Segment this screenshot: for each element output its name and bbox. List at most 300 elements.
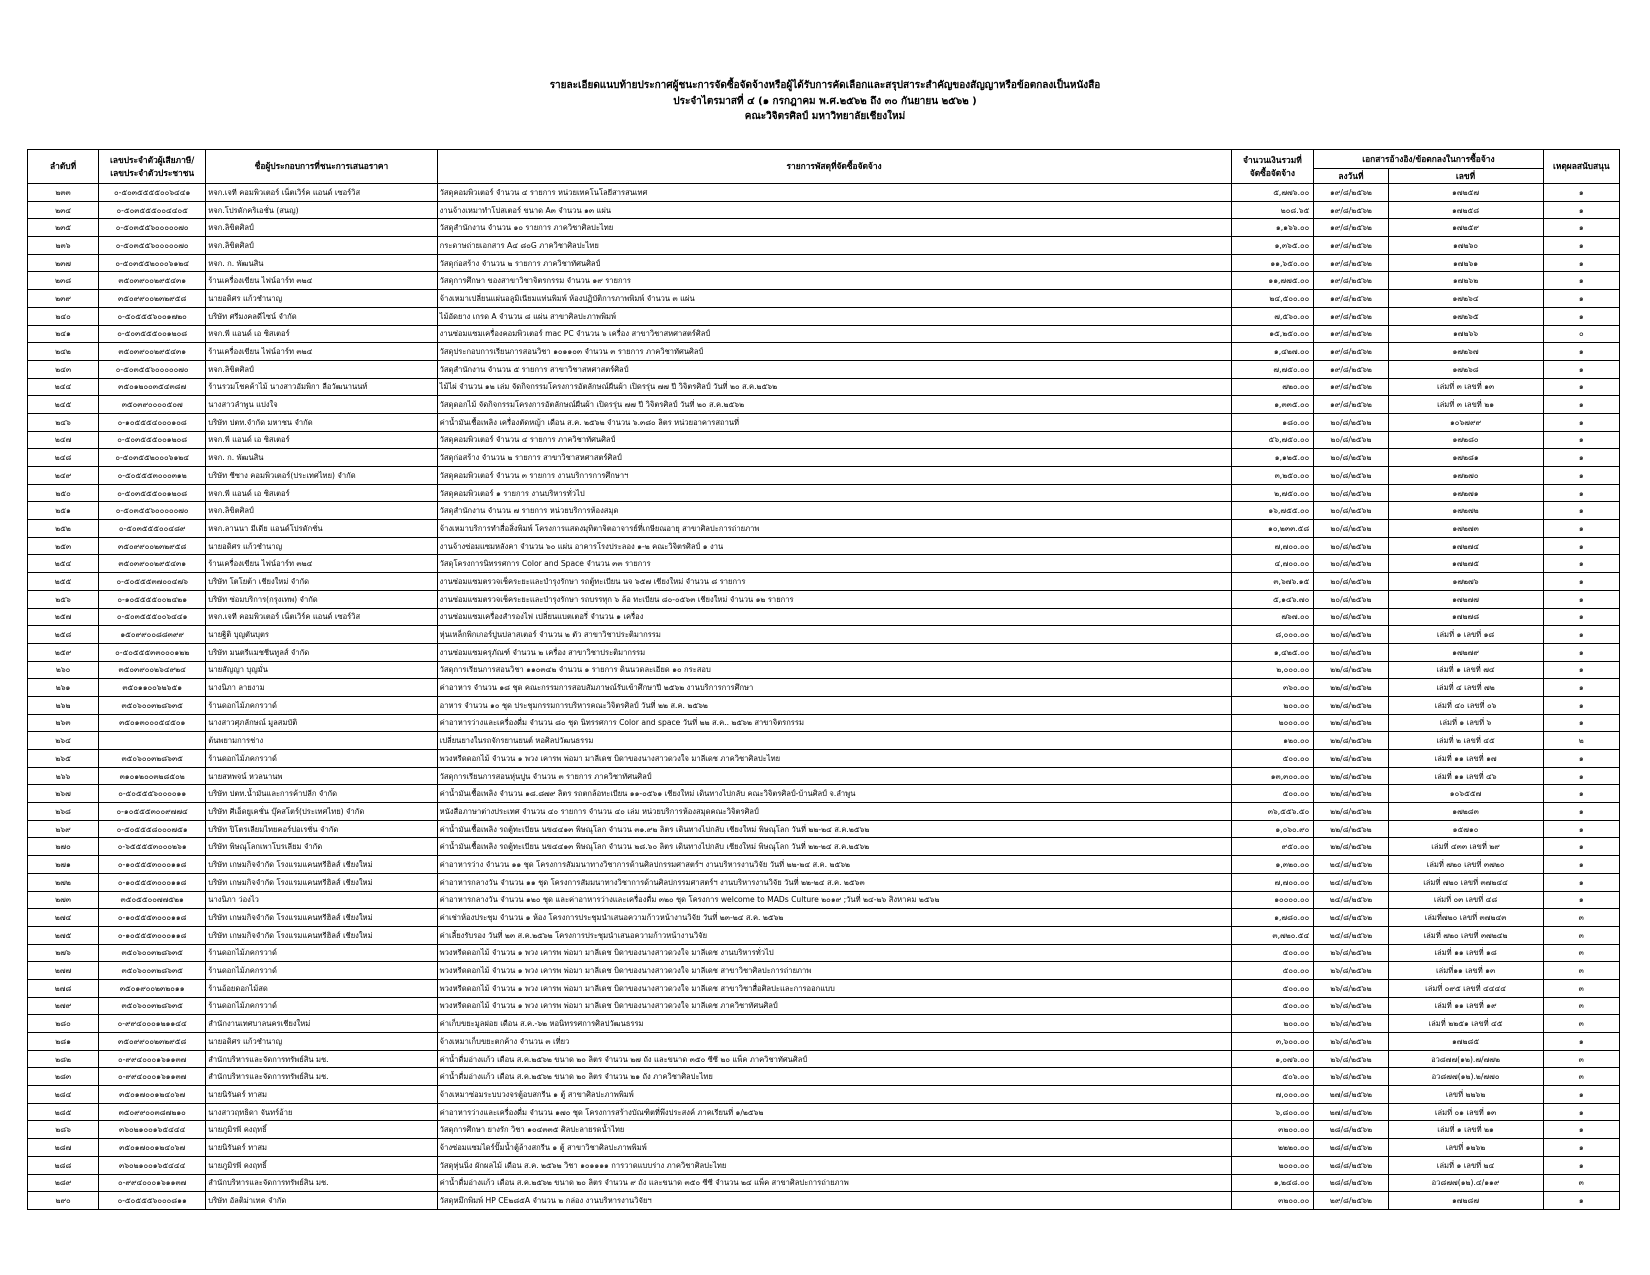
amount-cell: ๑๑,๖๕๐.๐๐ xyxy=(1231,254,1314,272)
item-cell: พวงหรีดดอกไม้ จำนวน ๑ พวง เคารพ พ่อมา มาลีเดช บิดาของนางสาวดวงใจ มาลีเดช ภาควิชาทัศนศิลป์ xyxy=(437,997,1231,1015)
ref-date-cell: ๑๙/๘/๒๕๖๒ xyxy=(1314,201,1388,219)
ref-number-cell: เล่มที่ ๔๓๓ เลขที่ ๒๙ xyxy=(1388,838,1543,856)
ref-date-cell: ๒๐/๘/๒๕๖๒ xyxy=(1314,643,1388,661)
item-cell: วัสดุหมึกพิมพ์ HP CE๒๘๕A จำนวน ๒ กล่อง งานบริหารงานวิจัยฯ xyxy=(437,1192,1231,1210)
ref-number-cell: เล่มที่ ๑๑ เลขที่ ๑๗ xyxy=(1388,750,1543,768)
taxid-cell: ๐-๕๐๕๕๕๓๗๐๐๔๗๖ xyxy=(99,573,206,591)
table-row xyxy=(28,661,1620,679)
amount-cell: ๑๖,๗๕๕.๐๐ xyxy=(1231,502,1314,520)
vendor-cell: ต้นพยามการช่าง xyxy=(206,732,437,750)
amount-cell: ๑,๑๒๕.๐๐ xyxy=(1231,449,1314,467)
reason-cell: ๑ xyxy=(1543,1086,1619,1104)
ref-date-cell: ๑๙/๘/๒๕๖๒ xyxy=(1314,307,1388,325)
ref-number-cell: ๑๗๒๗๐ xyxy=(1388,467,1543,485)
ref-date-cell: ๒๘/๘/๒๕๖๒ xyxy=(1314,1139,1388,1157)
reason-cell: ๑ xyxy=(1543,1192,1619,1210)
table-row xyxy=(28,378,1620,396)
table-row xyxy=(28,431,1620,449)
seq-cell: ๒๗๓ xyxy=(28,891,99,909)
taxid-cell: ๓๕๐๙๙๐๐๒๓๒๙๕๘ xyxy=(99,290,206,308)
reason-cell: ๑ xyxy=(1543,307,1619,325)
ref-number-cell: เล่มที่ ๑๑ เลขที่ ๑๙ xyxy=(1388,997,1543,1015)
seq-cell: ๒๗๑ xyxy=(28,856,99,874)
vendor-cell: บริษัท เกษมกิจจำกัด โรงแรมแคนทรีฮิลส์ เชียงใหม่ xyxy=(206,873,437,891)
seq-cell: ๒๔๘ xyxy=(28,449,99,467)
taxid-cell: ๓๕๐๓๙๐๐๒๙๕๔๓๑ xyxy=(99,555,206,573)
amount-cell: ๗,๐๐๐.๐๐ xyxy=(1231,1086,1314,1104)
item-cell: พวงหรีดดอกไม้ จำนวน ๑ พวง เคารพ พ่อมา มาลีเดช บิดาของนางสาวดวงใจ มาลีเดช สาขาวิชาศิลปะการถ่ายภาพ xyxy=(437,962,1231,980)
seq-cell: ๒๔๒ xyxy=(28,343,99,361)
vendor-cell: บริษัท ปิโตรเลียมไทยคอร์ปอเรชั่น จำกัด xyxy=(206,820,437,838)
reason-cell: ๑ xyxy=(1543,537,1619,555)
vendor-cell: บริษัท ศีเอ็ดยูเคชั่น บุ๊คสโตร์(ประเทศไทย) จำกัด xyxy=(206,803,437,821)
table-row xyxy=(28,413,1620,431)
ref-date-cell: ๑๙/๘/๒๕๖๒ xyxy=(1314,184,1388,202)
reason-cell: ๑ xyxy=(1543,237,1619,255)
ref-date-cell: ๒๘/๘/๒๕๖๒ xyxy=(1314,1174,1388,1192)
vendor-cell: บริษัท เกษมกิจจำกัด โรงแรมแคนทรีฮิลส์ เชียงใหม่ xyxy=(206,856,437,874)
amount-cell: ๕๖,๗๕๐.๐๐ xyxy=(1231,431,1314,449)
amount-cell: ๕๐๐.๐๐ xyxy=(1231,944,1314,962)
reason-cell: ๑ xyxy=(1543,767,1619,785)
seq-cell: ๒๓๘ xyxy=(28,272,99,290)
table-row xyxy=(28,820,1620,838)
table-row xyxy=(28,219,1620,237)
item-cell: ค่าน้ำดื่มอ่างแก้ว เดือน ส.ค.๒๕๖๒ ขนาด ๒๐ ลิตร จำนวน ๙ ถัง และขนาด ๓๕๐ ซีซี จำนวน ๒๔ แพ็ค สาขาศิลปะการถ่ายภาพ xyxy=(437,1174,1231,1192)
seq-cell: ๒๘๔ xyxy=(28,1086,99,1104)
item-cell: อาหาร จำนวน ๑๐ ชุด ประชุมกรรมการบริหารคณะวิจิตรศิลป์ วันที่ ๒๒ ส.ค. ๒๕๖๒ xyxy=(437,696,1231,714)
ref-number-cell: ๑๗๒๘๐ xyxy=(1388,431,1543,449)
ref-date-cell: ๒๒/๘/๒๕๖๒ xyxy=(1314,838,1388,856)
ref-date-cell: ๒๐/๘/๒๕๖๒ xyxy=(1314,467,1388,485)
vendor-cell: สำนักบริหารและจัดการทรัพย์สิน มช. xyxy=(206,1174,437,1192)
ref-date-cell: ๑๙/๘/๒๕๖๒ xyxy=(1314,396,1388,414)
ref-number-cell: ๑๗๒๖๒ xyxy=(1388,272,1543,290)
ref-number-cell: เล่มที่ ๑๑ เลขที่ ๑๘ xyxy=(1388,944,1543,962)
reason-cell: ๑ xyxy=(1543,891,1619,909)
table-row xyxy=(28,502,1620,520)
reason-cell: ๑ xyxy=(1543,484,1619,502)
amount-cell: ๒๐๘.๖๕ xyxy=(1231,201,1314,219)
amount-cell: ๗,๗๐๐.๐๐ xyxy=(1231,873,1314,891)
taxid-cell: ๐-๙๙๔๐๐๐๑๒๑๑๔๔ xyxy=(99,1015,206,1033)
reason-cell: ๑ xyxy=(1543,254,1619,272)
ref-date-cell: ๒๖/๘/๒๕๖๒ xyxy=(1314,962,1388,980)
amount-cell: ๒๐๐.๐๐ xyxy=(1231,1015,1314,1033)
header-taxid xyxy=(99,150,206,184)
ref-date-cell: ๒๒/๘/๒๕๖๒ xyxy=(1314,696,1388,714)
amount-cell: ๑,๔๒๕.๐๐ xyxy=(1231,643,1314,661)
reason-cell: ๑ xyxy=(1543,856,1619,874)
taxid-cell: ๐-๕๐๓๕๕๕๐๐๔๔๐๕ xyxy=(99,201,206,219)
vendor-cell: สำนักงานเทศบาลนครเชียงใหม่ xyxy=(206,1015,437,1033)
taxid-cell: ๓๕๐๖๐๐๓๒๘๖๓๕ xyxy=(99,997,206,1015)
vendor-cell: นางสาวฤทธิดา จันทร์อ้าย xyxy=(206,1103,437,1121)
seq-cell: ๒๘๕ xyxy=(28,1103,99,1121)
item-cell: จ้างเหมาเปลี่ยนแผ่นอลูมิเนียมแท่นพิมพ์ ห้องปฏิบัติการภาพพิมพ์ จำนวน ๓ แผ่น xyxy=(437,290,1231,308)
seq-cell: ๒๓๖ xyxy=(28,237,99,255)
taxid-cell: ๓๕๐๑๑๐๐๖๒๖๕๑ xyxy=(99,679,206,697)
vendor-cell: ร้านเครื่องเขียน ไฟน์อาร์ท ๓๒๔ xyxy=(206,555,437,573)
vendor-cell: นางนิภา ว่องไว xyxy=(206,891,437,909)
item-cell: ค่าอาหารว่างและเครื่องดื่ม จำนวน ๑๗๐ ชุด โครงการสร้างบัณฑิตที่พึงประสงค์ ภาคเรียนที่ ๑/๒๕๖๒ xyxy=(437,1103,1231,1121)
ref-number-cell: ๑๗๒๖๔ xyxy=(1388,290,1543,308)
item-cell: กระดาษถ่ายเอกสาร A๔ ๘๐G ภาควิชาศิลปะไทย xyxy=(437,237,1231,255)
ref-number-cell: เล่มที่ ๓ เลขที่ ๑๓ xyxy=(1388,378,1543,396)
reason-cell: ๑ xyxy=(1543,360,1619,378)
reason-cell: ๑ xyxy=(1543,661,1619,679)
ref-date-cell: ๒๒/๘/๒๕๖๒ xyxy=(1314,732,1388,750)
item-cell: ค่าน้ำมันเชื้อเพลิง รถตู้ทะเบียน นข๔๔๑๓ พิษณุโลก จำนวน ๒๘.๖๐ ลิตร เดินทางไปกลับ เชียงใหม่ พิษณุโลก วันที่ ๒๒-๒๔ ส.ค.๒๕๖๒ xyxy=(437,838,1231,856)
taxid-cell: ๓๕๐๖๐๐๓๒๘๖๓๕ xyxy=(99,750,206,768)
item-cell: จ้างเหมาซ่อมระบบวงจรตู้อบสกรีน ๑ ตู้ สาขาศิลปะภาพพิมพ์ xyxy=(437,1086,1231,1104)
reason-cell: ๑ xyxy=(1543,413,1619,431)
table-row xyxy=(28,626,1620,644)
ref-number-cell: อว๘๗๗(๑๒).๔/๑๑๙ xyxy=(1388,1174,1543,1192)
amount-cell: ๒๐๐๐.๐๐ xyxy=(1231,1156,1314,1174)
item-cell: งานซ่อมแซมตรวจเช็คระยะและบำรุงรักษา รถบรรทุก ๖ ล้อ ทะเบียน ๘๐-๐๕๖๓ เชียงใหม่ จำนวน ๑๒ รายการ xyxy=(437,590,1231,608)
amount-cell: ๗,๕๖๐.๐๐ xyxy=(1231,307,1314,325)
amount-cell: ๙๕๐.๐๐ xyxy=(1231,838,1314,856)
table-row xyxy=(28,537,1620,555)
seq-cell: ๒๗๔ xyxy=(28,909,99,927)
taxid-cell: ๐-๑๐๕๕๕๓๐๐๐๑๑๘ xyxy=(99,926,206,944)
amount-cell: ๕๐๐.๐๐ xyxy=(1231,962,1314,980)
reason-cell: ๐ xyxy=(1543,325,1619,343)
ref-number-cell: ๑๗๒๗๑ xyxy=(1388,484,1543,502)
taxid-cell: ๓๕๐๑๒๐๐๓๕๔๓๘๗ xyxy=(99,378,206,396)
table-row xyxy=(28,732,1620,750)
amount-cell: ๕๐๐.๐๐ xyxy=(1231,997,1314,1015)
vendor-cell: นายภูมิรพี คงฤทธิ์ xyxy=(206,1156,437,1174)
document-period: ประจำไตรมาสที่ ๔ (๑ กรกฎาคม พ.ศ.๒๕๖๒ ถึง ๓๐ กันยายน ๒๕๖๒ ) xyxy=(673,95,977,107)
amount-cell: ๖,๘๐๐.๐๐ xyxy=(1231,1103,1314,1121)
seq-cell: ๒๖๘ xyxy=(28,803,99,821)
taxid-cell: ๐-๕๐๓๕๕๒๐๐๐๖๑๒๔ xyxy=(99,254,206,272)
item-cell: ค่าอาหาร จำนวน ๑๘ ชุด คณะกรรมการสอบสัมภาษณ์รับเข้าศึกษาปี ๒๕๖๒ งานบริการการศึกษา xyxy=(437,679,1231,697)
reason-cell: ๑ xyxy=(1543,714,1619,732)
ref-number-cell: เล่มที่ ๒ เลขที่ ๔๕ xyxy=(1388,732,1543,750)
ref-date-cell: ๒๖/๘/๒๕๖๒ xyxy=(1314,997,1388,1015)
reason-cell: ๓ xyxy=(1543,909,1619,927)
item-cell: ค่าเลี้ยงรับรอง วันที่ ๒๓ ส.ค.๒๕๖๒ โครงการประชุมนำเสนอความก้าวหน้างานวิจัย xyxy=(437,926,1231,944)
ref-number-cell: ๑๗๒๗๗ xyxy=(1388,590,1543,608)
item-cell: พวงหรีดดอกไม้ จำนวน ๑ พวง เคารพ พ่อมา มาลีเดช บิดาของนางสาวดวงใจ มาลีเดช สาขาวิชาสื่อศิลปะและการออกแบบ xyxy=(437,979,1231,997)
amount-cell: ๑,๑๖๖.๐๐ xyxy=(1231,219,1314,237)
item-cell: ค่าอาหารกลางวัน จำนวน ๑๒๐ ชุด และค่าอาหารว่างและเครื่องดื่ม ๓๒๐ ชุด โครงการ welcome to MADs Culture ๒๐๑๙ ;วันที่ ๒๔-๒๖ สิงหาคม ๒๕๖๒ xyxy=(437,891,1231,909)
ref-number-cell: ๑๗๒๘๑ xyxy=(1388,449,1543,467)
amount-cell: ๒๐๐.๐๐ xyxy=(1231,696,1314,714)
amount-cell: ๒๒๒๐.๐๐ xyxy=(1231,1139,1314,1157)
ref-date-cell: ๑๙/๘/๒๕๖๒ xyxy=(1314,219,1388,237)
table-row xyxy=(28,201,1620,219)
taxid-cell: ๓๕๐๙๙๐๐๒๓๒๙๕๘ xyxy=(99,537,206,555)
amount-cell: ๒๐๐๐.๐๐ xyxy=(1231,714,1314,732)
reason-cell: ๑ xyxy=(1543,785,1619,803)
amount-cell: ๑,๗๘๐.๐๐ xyxy=(1231,909,1314,927)
table-row xyxy=(28,325,1620,343)
ref-date-cell: ๒๖/๘/๒๕๖๒ xyxy=(1314,1068,1388,1086)
amount-cell: ๒,๗๕๐.๐๐ xyxy=(1231,484,1314,502)
amount-cell: ๕๐๐.๐๐ xyxy=(1231,750,1314,768)
seq-cell: ๒๗๗ xyxy=(28,962,99,980)
reason-cell: ๓ xyxy=(1543,1174,1619,1192)
reason-cell: ๓ xyxy=(1543,979,1619,997)
ref-number-cell: ๑๗๒๖๕ xyxy=(1388,307,1543,325)
seq-cell: ๒๗๖ xyxy=(28,944,99,962)
table-row xyxy=(28,484,1620,502)
amount-cell: ๕,๑๔๖.๗๐ xyxy=(1231,590,1314,608)
seq-cell: ๒๔๕ xyxy=(28,396,99,414)
amount-cell: ๔,๗๐๐.๐๐ xyxy=(1231,555,1314,573)
item-cell: จ้างเหมาบริการทำสื่อสิ่งพิมพ์ โครงการแสดงมุทิตาจิตอาจารย์ที่เกษียณอายุ สาขาศิลปะการถ่ายภาพ xyxy=(437,520,1231,538)
taxid-cell: ๐-๙๙๔๐๐๐๑๖๑๑๓๗ xyxy=(99,1068,206,1086)
amount-cell: ๓๖๐.๐๐ xyxy=(1231,679,1314,697)
table-row xyxy=(28,1015,1620,1033)
item-cell: งานซ่อมแซมครุภัณฑ์ จำนวน ๒ เครื่อง สาขาวิชาประติมากรรม xyxy=(437,643,1231,661)
seq-cell: ๒๘๓ xyxy=(28,1068,99,1086)
amount-cell: ๑,๓๖๕.๐๐ xyxy=(1231,237,1314,255)
taxid-cell: ๓๕๐๑๓๐๐๐๕๔๕๐๑ xyxy=(99,714,206,732)
taxid-cell: ๓๕๐๕๕๐๐๗๗๕๒๑ xyxy=(99,891,206,909)
reason-cell: ๓ xyxy=(1543,926,1619,944)
item-cell: พวงหรีดดอกไม้ จำนวน ๑ พวง เคารพ พ่อมา มาลีเดช บิดาของนางสาวดวงใจ มาลีเดช ภาควิชาศิลปะไทย xyxy=(437,750,1231,768)
amount-cell: ๒,๐๐๐.๐๐ xyxy=(1231,661,1314,679)
seq-cell: ๒๓๕ xyxy=(28,219,99,237)
vendor-cell: นายสหพจน์ หวลนานพ xyxy=(206,767,437,785)
item-cell: งานซ่อมแซมตรวจเช็คระยะและบำรุงรักษา รถตู้ทะเบียน นจ ๖๕๗ เชียงใหม่ จำนวน ๘ รายการ xyxy=(437,573,1231,591)
reason-cell: ๑ xyxy=(1543,803,1619,821)
ref-number-cell: เล่มที่ ๑ เลขที่ ๖ xyxy=(1388,714,1543,732)
reason-cell: ๑ xyxy=(1543,873,1619,891)
item-cell: งานจ้างซ่อมแซมหลังคา จำนวน ๖๐ แผ่น อาคารโรงประลอง ๑-๒ คณะวิจิตรศิลป์ ๑ งาน xyxy=(437,537,1231,555)
item-cell: วัสดุคอมพิวเตอร์ จำนวน ๔ รายการ หน่วยเทคโนโลยีสารสนเทศ xyxy=(437,184,1231,202)
reason-cell: ๓ xyxy=(1543,1050,1619,1068)
taxid-cell: ๐-๕๐๓๕๕๖๐๐๐๐๐๗๐ xyxy=(99,360,206,378)
ref-number-cell: ๑๗๒๕๘ xyxy=(1388,201,1543,219)
item-cell: ค่าน้ำดื่มอ่างแก้ว เดือน ส.ค.๒๕๖๒ ขนาด ๒๐ ลิตร จำนวน ๒๑ ถัง ภาควิชาศิลปะไทย xyxy=(437,1068,1231,1086)
vendor-cell: บริษัท ปตท.จำกัด มหาชน จำกัด xyxy=(206,413,437,431)
ref-number-cell: ๑๗๒๕๗ xyxy=(1388,184,1543,202)
vendor-cell: สำนักบริหารและจัดการทรัพย์สิน มช. xyxy=(206,1068,437,1086)
table-row xyxy=(28,767,1620,785)
ref-number-cell: เล่มที่ ๑ เลขที่ ๒๑ xyxy=(1388,1121,1543,1139)
table-row xyxy=(28,590,1620,608)
table-row xyxy=(28,962,1620,980)
item-cell: จ้างซ่อมแซมไดร์ปั๊มน้ำตู้ล้างสกรีน ๑ ตู้ สาขาวิชาศิลปะภาพพิมพ์ xyxy=(437,1139,1231,1157)
taxid-cell: ๐-๕๐๓๕๕๕๕๐๐๖๔๔๑ xyxy=(99,184,206,202)
reason-cell: ๑ xyxy=(1543,696,1619,714)
vendor-cell: ร้านดอกไม้ภคกรวาด์ xyxy=(206,944,437,962)
header-taxid-line2: เลขประจำตัวประชาชน xyxy=(110,167,195,178)
vendor-cell: หจก.พี แอนด์ เอ ซิสเตอร์ xyxy=(206,325,437,343)
vendor-cell: นายอดิศร แก้วชำนาญ xyxy=(206,1033,437,1051)
item-cell: งานซ่อมแซมเครื่องคอมพิวเตอร์ mac PC จำนวน ๖ เครื่อง สาขาวิชาสหศาสตร์ศิลป์ xyxy=(437,325,1231,343)
reason-cell: ๑ xyxy=(1543,838,1619,856)
item-cell: ค่าน้ำมันเชื้อเพลิง จำนวน ๑๘.๘๗๙ ลิตร รถตกล้อทะเบียน ๑๑-๐๕๖๑ เชียงใหม่ เดินทางไปกลับ คณะวิจิตรศิลป์-บ้านศิลป์ จ.ลำพูน xyxy=(437,785,1231,803)
amount-cell: ๑๘๐.๐๐ xyxy=(1231,413,1314,431)
amount-cell: ๑,๐๗๖.๐๐ xyxy=(1231,1050,1314,1068)
taxid-cell: ๓๕๐๖๐๐๓๒๘๖๓๕ xyxy=(99,696,206,714)
item-cell: ค่าเก็บขยะมูลฝอย เดือน ส.ค.-๖๒ หอนิทรรศการศิลปวัฒนธรรม xyxy=(437,1015,1231,1033)
seq-cell: ๒๙๐ xyxy=(28,1192,99,1210)
taxid-cell xyxy=(99,732,206,750)
vendor-cell: นางสาวศุภลักษณ์ มูลสมบัติ xyxy=(206,714,437,732)
table-row xyxy=(28,272,1620,290)
seq-cell: ๒๓๗ xyxy=(28,254,99,272)
ref-number-cell: ๑๗๒๘๕ xyxy=(1388,1033,1543,1051)
taxid-cell: ๐-๑๐๕๕๕๓๐๐๐๑๑๘ xyxy=(99,909,206,927)
ref-number-cell: เล่มที่๑๑ เลขที่ ๑๓ xyxy=(1388,962,1543,980)
item-cell: วัสดุโครงการนิทรรศการ Color and Space จำนวน ๓๓ รายการ xyxy=(437,555,1231,573)
amount-cell: ๓,๗๒๐.๕๔ xyxy=(1231,926,1314,944)
table-row xyxy=(28,307,1620,325)
vendor-cell: หจก.ลานนา มีเดีย แอนด์โปรดักชั่น xyxy=(206,520,437,538)
vendor-cell: หจก.พี แอนด์ เอ ซิสเตอร์ xyxy=(206,431,437,449)
taxid-cell: ๐-๕๐๕๕๕๓๓๐๐๐๑๒๒ xyxy=(99,643,206,661)
ref-date-cell: ๒๐/๘/๒๕๖๒ xyxy=(1314,573,1388,591)
ref-date-cell: ๒๖/๘/๒๕๖๒ xyxy=(1314,1015,1388,1033)
reason-cell: ๑ xyxy=(1543,467,1619,485)
vendor-cell: หจก. ก. พัฒนสิน xyxy=(206,449,437,467)
taxid-cell: ๐-๕๐๓๕๕๕๐๐๑๒๐๘ xyxy=(99,484,206,502)
taxid-cell: ๓๕๐๑๗๐๐๑๒๔๐๖๗ xyxy=(99,1086,206,1104)
seq-cell: ๒๕๓ xyxy=(28,537,99,555)
vendor-cell: บริษัท โตโยต้า เชียงใหม่ จำกัด xyxy=(206,573,437,591)
ref-date-cell: ๒๙/๘/๒๕๖๒ xyxy=(1314,1192,1388,1210)
reason-cell: ๑ xyxy=(1543,378,1619,396)
reason-cell: ๑ xyxy=(1543,573,1619,591)
ref-date-cell: ๒๗/๘/๒๕๖๒ xyxy=(1314,1086,1388,1104)
ref-number-cell: ๑๗๒๖๖ xyxy=(1388,325,1543,343)
amount-cell: ๑๕,๒๕๐.๐๐ xyxy=(1231,325,1314,343)
ref-number-cell: ๑๗๒๗๙ xyxy=(1388,643,1543,661)
item-cell: หนังสือภาษาต่างประเทศ จำนวน ๔๐ รายการ จำนวน ๔๐ เล่ม หน่วยบริการห้องสมุดคณะวิจิตรศิลป์ xyxy=(437,803,1231,821)
ref-date-cell: ๑๙/๘/๒๕๖๒ xyxy=(1314,325,1388,343)
amount-cell: ๒๔,๕๐๐.๐๐ xyxy=(1231,290,1314,308)
taxid-cell: ๐-๕๐๕๕๕๖๐๐๐๐๑๑ xyxy=(99,785,206,803)
reason-cell: ๑ xyxy=(1543,750,1619,768)
procurement-table xyxy=(27,149,1620,1210)
table-row xyxy=(28,254,1620,272)
table-row xyxy=(28,785,1620,803)
vendor-cell: บริษัท ศรีมงคลดีไซน์ จำกัด xyxy=(206,307,437,325)
seq-cell: ๒๖๙ xyxy=(28,820,99,838)
ref-number-cell: ๑๗๒๘๓ xyxy=(1388,803,1543,821)
table-row xyxy=(28,803,1620,821)
seq-cell: ๒๕๘ xyxy=(28,626,99,644)
header-taxid-line1: เลขประจำตัวผู้เสียภาษี/ xyxy=(109,154,195,165)
vendor-cell: บริษัท พิษณุโลกเพาโบรเลียม จำกัด xyxy=(206,838,437,856)
taxid-cell: ๐-๕๐๓๕๕๕๐๐๔๘๙ xyxy=(99,520,206,538)
seq-cell: ๒๔๓ xyxy=(28,360,99,378)
vendor-cell: บริษัท ปตท.น้ำมันและการค้าปลีก จำกัด xyxy=(206,785,437,803)
taxid-cell: ๐-๕๐๓๕๕๕๐๐๑๒๐๘ xyxy=(99,325,206,343)
ref-number-cell: เล่มที่ ๓ เลขที่ ๒๑ xyxy=(1388,396,1543,414)
ref-date-cell: ๒๒/๘/๒๕๖๒ xyxy=(1314,661,1388,679)
vendor-cell: หจก.โปรดักคริเอชั่น (สนญ) xyxy=(206,201,437,219)
ref-date-cell: ๒๔/๘/๒๕๖๒ xyxy=(1314,926,1388,944)
reason-cell: ๑ xyxy=(1543,343,1619,361)
vendor-cell: นายสัญญา บุญมั่น xyxy=(206,661,437,679)
seq-cell: ๒๘๑ xyxy=(28,1033,99,1051)
vendor-cell: สำนักบริหารและจัดการทรัพย์สิน มช. xyxy=(206,1050,437,1068)
taxid-cell: ๓๕๐๖๐๐๓๒๘๖๓๕ xyxy=(99,944,206,962)
vendor-cell: นายอดิศร แก้วชำนาญ xyxy=(206,290,437,308)
seq-cell: ๒๓๓ xyxy=(28,184,99,202)
amount-cell: ๑๐,๒๓๓.๕๘ xyxy=(1231,520,1314,538)
taxid-cell: ๐-๕๐๓๕๕๖๐๐๐๐๐๗๐ xyxy=(99,219,206,237)
seq-cell: ๒๕๙ xyxy=(28,643,99,661)
ref-date-cell: ๒๖/๘/๒๕๖๒ xyxy=(1314,979,1388,997)
amount-cell: ๓๖,๕๕๖.๕๐ xyxy=(1231,803,1314,821)
vendor-cell: บริษัท ซีซาง คอมพิวเตอร์(ประเทศไทย) จำกัด xyxy=(206,467,437,485)
taxid-cell: ๓๕๐๓๙๐๐๒๙๕๔๓๑ xyxy=(99,272,206,290)
item-cell: ค่าอาหารว่างและเครื่องดื่ม จำนวน ๘๐ ชุด นิทรรศการ Color and space วันที่ ๒๒ ส.ค.. ๒๕๖๒ สาขาจิตรกรรม xyxy=(437,714,1231,732)
reason-cell: ๑ xyxy=(1543,219,1619,237)
taxid-cell: ๐-๕๐๓๕๕๕๐๐๖๔๔๑ xyxy=(99,608,206,626)
reason-cell: ๑ xyxy=(1543,643,1619,661)
reason-cell: ๑ xyxy=(1543,820,1619,838)
table-row xyxy=(28,838,1620,856)
seq-cell: ๒๖๖ xyxy=(28,767,99,785)
table-row xyxy=(28,926,1620,944)
item-cell: ไม้อัดยาง เกรด A จำนวน ๘ แผ่น สาขาศิลปะภาพพิมพ์ xyxy=(437,307,1231,325)
ref-number-cell: เล่มที่ ๔ เลขที่ ๗๒ xyxy=(1388,679,1543,697)
table-row xyxy=(28,1174,1620,1192)
amount-cell: ๓,๖๐๐.๐๐ xyxy=(1231,1033,1314,1051)
reason-cell: ๑ xyxy=(1543,272,1619,290)
item-cell: ค่าอาหารว่าง จำนวน ๑๑ ชุด โครงการสัมมนาทางวิชาการด้านศิลปกรรมศาสตร์ฯ งานบริหารงานวิจัย วันที่ ๒๒-๒๔ ส.ค. ๒๕๖๒ xyxy=(437,856,1231,874)
vendor-cell: ร้านดอกไม้ภคกรวาด์ xyxy=(206,962,437,980)
ref-date-cell: ๒๐/๘/๒๕๖๒ xyxy=(1314,590,1388,608)
ref-number-cell: ๑๗๒๘๗ xyxy=(1388,1192,1543,1210)
amount-cell: ๑๐๐๐๐.๐๐ xyxy=(1231,891,1314,909)
taxid-cell: ๓๕๐๓๙๐๐๒๖๔๙๒๔ xyxy=(99,661,206,679)
ref-date-cell: ๒๐/๘/๒๕๖๒ xyxy=(1314,502,1388,520)
table-row xyxy=(28,1086,1620,1104)
document-header xyxy=(0,78,1650,125)
ref-date-cell: ๒๖/๘/๒๕๖๒ xyxy=(1314,944,1388,962)
reason-cell: ๓ xyxy=(1543,1068,1619,1086)
ref-date-cell: ๑๙/๘/๒๕๖๒ xyxy=(1314,378,1388,396)
amount-cell: ๑,๓๓๕.๐๐ xyxy=(1231,396,1314,414)
vendor-cell: ร้านอ้อยดอกไม้สด xyxy=(206,979,437,997)
ref-number-cell: ๑๗๒๗๕ xyxy=(1388,555,1543,573)
taxid-cell: ๓๖๐๒๑๐๐๑๖๕๔๔๔ xyxy=(99,1156,206,1174)
item-cell: วัสดุสำนักงาน จำนวน ๕ รายการ สาขาวิชาสหศาสตร์ศิลป์ xyxy=(437,360,1231,378)
reason-cell: ๑ xyxy=(1543,1156,1619,1174)
reason-cell: ๑ xyxy=(1543,396,1619,414)
table-row xyxy=(28,1139,1620,1157)
header-amount-line2: จัดซื้อจัดจ้าง xyxy=(1249,167,1295,178)
ref-date-cell: ๒๒/๘/๒๕๖๒ xyxy=(1314,785,1388,803)
taxid-cell: ๐-๕๐๕๕๕๘๐๐๐๗๕๑ xyxy=(99,820,206,838)
ref-number-cell: เล่มที่ ๑๑ เลขที่ ๔๖ xyxy=(1388,767,1543,785)
header-amount xyxy=(1231,150,1314,184)
vendor-cell: บริษัท ซ่อมบริการ(กรุงเทพ) จำกัด xyxy=(206,590,437,608)
amount-cell: ๑,๔๒๗.๐๐ xyxy=(1231,343,1314,361)
ref-date-cell: ๒๔/๘/๒๕๖๒ xyxy=(1314,856,1388,874)
amount-cell: ๗๖๗.๐๐ xyxy=(1231,608,1314,626)
ref-date-cell: ๒๒/๘/๒๕๖๒ xyxy=(1314,679,1388,697)
item-cell: วัสดุประกอบการเรียนการสอนวิชา ๑๐๑๑๐๓ จำนวน ๓ รายการ ภาควิชาทัศนศิลป์ xyxy=(437,343,1231,361)
ref-date-cell: ๒๗/๘/๒๕๖๒ xyxy=(1314,1103,1388,1121)
ref-date-cell: ๒๔/๘/๒๕๖๒ xyxy=(1314,909,1388,927)
vendor-cell: บริษัท อัลติม่าเทค จำกัด xyxy=(206,1192,437,1210)
vendor-cell: นายภูมิรพี คงฤทธิ์ xyxy=(206,1121,437,1139)
amount-cell: ๗๒๐.๐๐ xyxy=(1231,378,1314,396)
